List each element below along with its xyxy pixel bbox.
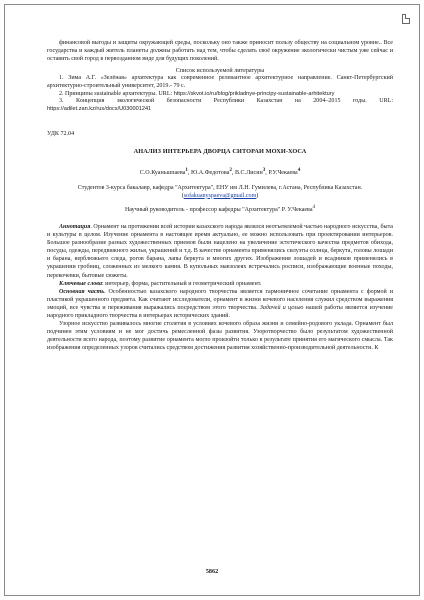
reference-link[interactable]: https://skvot.io/ru/blog/prikladnye-principy-sustainable-arhitektury — [173, 90, 335, 97]
continued-paragraph: финансовой выгоды и защиты окружающей среды, поскольку оно также приносит пользу обществу на социальном уровне.. Все государства и каждый житель планеты должны работать над тем, чтобы сделать своё окружение экологически чистым уже сейчас и оставить свой город в первозданном виде для будущих поколений. — [47, 40, 393, 63]
author-sup: 1 — [185, 166, 188, 173]
page-corner-icon — [402, 14, 410, 24]
author-sup: 2 — [229, 166, 232, 173]
main-text-2: нашей работы является изучение народного прикладного творчества в интерьерах исторических зданий. — [47, 304, 393, 319]
keywords-label: Ключевые слова — [59, 280, 102, 287]
supervisor-text: Научный руководитель - профессор кафедры "Архитектура" Р. У.Чекаева — [124, 206, 313, 213]
affiliation: Студентов 3-курса бакалавр, кафедра "Архитектура", ЕНУ им Л.Н. Гумилева, г.Астана, Республика Казахстан. — [77, 184, 363, 191]
main-paragraph — [47, 288, 393, 320]
body-paragraph-2: Узорное искусство развивалось многие столетия в условиях кочевого образа жизни и семейно-родового уклада. Орнамент был подчинен этим условиям и не мог достичь ремесленной фазы развития. Узоротворчество было результатом художественной деятельности всего народа, поэтому развитие орнамента могло произойти только в результате принятия его магического смысла. Так изображения определенных узоров считались средством достижения развития хозяйственно-производительной деятельности. К — [47, 321, 393, 352]
annotation-text: . Орнамент на протяжении всей истории казахского народа являлся неотъемлемой частью народного искусства, быта и культуры в целом. Изучение орнамента в настоящее время актуально, ее можно использовать при проектировании интерьеров. Большое разнообразие разных художественных приемов были нацелено на увеличение эстетического качества предметов обихода, посуды, одежды, передвижного жилья, украшений и т.д. В качестве орнамента применялись силуэты солнца, беркута, головы лошади и барана, верблюжьего следа, рогов барана, лапы беркута и многих других. Изображения лошадей и всадников применялись в украшении гробниц, сложенных из мелкого камня. В купольных мавзолеях встречались росписи, изображающие военные походы, перекочевки, бытовые сюжеты. — [47, 223, 393, 279]
main-label: Основная часть — [59, 288, 105, 295]
reference-text: 1. Зима А.Г. «Зелёная» архитектура как современное релевантное архитектурное направление. Санкт-Петербургский архитектурно-строительный университет, 2019.- 79 с. — [47, 75, 393, 89]
reference-link[interactable]: https://adilet.zan.kz/rus/docs/U030001241 — [47, 105, 152, 112]
article-title: АНАЛИЗ ИНТЕРЬЕРА ДВОРЦА СИТОРАИ МОХИ-ХОСА — [133, 148, 307, 156]
annotation-paragraph — [47, 223, 393, 280]
annotation-label: Аннотация — [59, 223, 91, 230]
supervisor-sup: 4 — [312, 204, 316, 210]
reference-item-1 — [47, 75, 393, 90]
reference-text: 3. Концепция экологической безопасности Республики Казахстан на 2004–2015 годы. URL: — [59, 98, 393, 105]
author-name: Ю.А.Федотова — [190, 169, 230, 176]
author-sup: 4 — [297, 166, 301, 173]
keywords-text: : интерьер, форма, растительный и геометрический орнамент. — [101, 280, 262, 287]
email-line: (sofakuanyspaeva@gmail.com) — [181, 192, 259, 199]
author-sup: 3 — [262, 166, 266, 173]
main-italic-text: Задачей и целью — [259, 304, 304, 311]
author-name: С.О.Куаньшпаева — [139, 169, 186, 176]
author-name: Р.У.Чекаева — [268, 169, 298, 176]
author-list: С.О.Куаньшпаева$^1$, Ю.А.Федотова$^2$, В.С.Лисин$^3$, Р.У.Чекаева$^4$ — [139, 166, 301, 176]
main-text-1: . Особенностью казахского народного творчества является гармоничное сочетание орнамента с формой и пластикой украшенного предмета. Как считают исследователи, орнамент в жизни кочевого населения служил средством выражения эмоций, все чувства и переживания выражались посредством этого творчества. — [47, 288, 393, 311]
references-title: Список используемой литературы — [175, 68, 265, 75]
reference-item-3 — [47, 98, 393, 113]
document-page — [4, 4, 420, 596]
reference-text: 2. Принципы sustainable архитектуры. URL: — [59, 90, 174, 97]
udk-code: УДК 72.04 — [47, 131, 75, 138]
page-content — [47, 39, 393, 352]
email-link[interactable]: sofakuanyspaeva@gmail.com — [183, 192, 257, 199]
keywords-paragraph — [47, 280, 393, 288]
author-name: В.С.Лисин — [234, 169, 263, 176]
page-number: 5862 — [205, 568, 219, 575]
supervisor-line — [47, 204, 393, 214]
